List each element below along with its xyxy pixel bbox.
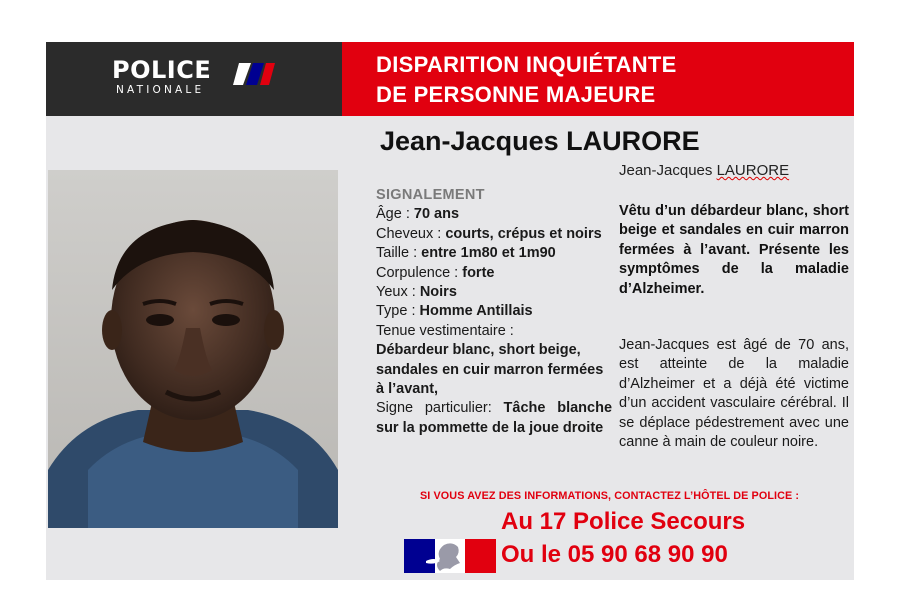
signalement-heading: SIGNALEMENT: [376, 187, 485, 203]
build-value: forte: [462, 264, 495, 281]
alert-title-line2: DE PERSONNE MAJEURE: [376, 82, 656, 107]
alert-title-line1: DISPARITION INQUIÉTANTE: [376, 52, 677, 77]
sign-value: Tâche blanche sur la pommette de la joue droite: [376, 400, 613, 436]
type-value: Homme Antillais: [419, 303, 533, 320]
clothing-value: Débardeur blanc, short beige, sandales en cuir marron fermées à l’avant,: [376, 342, 604, 398]
contact-instruction: SI VOUS AVEZ DES INFORMATIONS, CONTACTEZ L’HÔTEL DE POLICE :: [420, 490, 800, 502]
build-row: [376, 264, 612, 283]
person-name-secondary: [619, 162, 789, 179]
person-photo: [48, 170, 338, 528]
description-panel: [376, 186, 612, 438]
emergency-number: Au 17 Police Secours: [501, 508, 746, 535]
height-label: Taille :: [376, 245, 422, 262]
age-label: Âge :: [376, 206, 414, 223]
hair-value: courts, crépus et noirs: [445, 225, 602, 242]
logo-title: POLICE: [112, 56, 212, 84]
clothing-label: Tenue vestimentaire :: [376, 322, 514, 339]
police-logo-band: [46, 42, 342, 116]
eyes-value: Noirs: [419, 284, 457, 301]
build-label: Corpulence :: [376, 264, 463, 281]
logo-subtitle: NATIONALE: [116, 84, 205, 96]
police-phone-number: Ou le 05 90 68 90 90: [501, 541, 728, 568]
sign-row: [376, 399, 612, 438]
person-name-title: Jean-Jacques LAURORE: [380, 126, 700, 156]
age-value: 70 ans: [413, 206, 460, 223]
person-last-name: LAURORE: [716, 162, 790, 179]
person-photo-illustration: [48, 170, 338, 528]
eyes-row: [376, 283, 612, 302]
clothing-summary: Vêtu d’un débardeur blanc, short beige et sandales en cuir marron fermées à l’avant. Présente les symptômes de la maladie d’Alzheimer.: [619, 203, 849, 297]
height-value: entre 1m80 et 1m90: [421, 245, 556, 262]
alert-header: [342, 42, 854, 116]
type-row: [376, 302, 612, 321]
sign-label: Signe particulier:: [376, 400, 504, 417]
eyes-label: Yeux :: [376, 284, 420, 301]
marianne-logo-icon: [404, 539, 496, 573]
hair-row: [376, 225, 612, 244]
height-row: [376, 244, 612, 263]
police-flag-icon: [233, 61, 275, 87]
age-row: [376, 205, 612, 224]
type-label: Type :: [376, 303, 420, 320]
hair-label: Cheveux :: [376, 225, 446, 242]
person-first-name: Jean-Jacques: [619, 162, 717, 179]
person-context: Jean-Jacques est âgé de 70 ans, est atteinte de la maladie d’Alzheimer et a déjà été victime d’un accident vasculaire cérébral. Il se déplace pédestrement avec une canne à main de couleur noire.: [619, 337, 849, 451]
missing-person-poster: [46, 42, 854, 580]
